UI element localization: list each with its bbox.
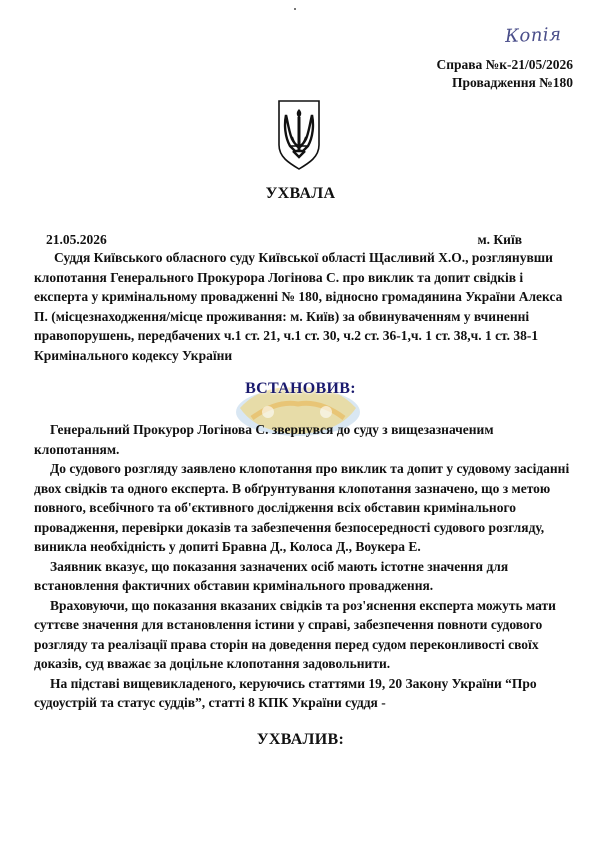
paragraph-reasoning: Враховуючи, що показання вказаних свідків та роз'яснення експерта можуть мати суттєве значення для встановлення істини у справі, забезпечення повноти судового розгляду та реалізації права сторін на доведення перед судом переконливості своїх доказів, суд вважає за доцільне клопотання задовольнити. (34, 597, 556, 671)
body-text (34, 420, 579, 713)
paragraph-legal-basis: На підставі вищевикладеного, керуючись статтями 19, 20 Закону України “Про судоустрій та статус суддів”, статті 8 КПК України суддя - (34, 675, 537, 710)
copy-stamp: Копія (504, 24, 562, 47)
paragraph-significance: Заявник вказує, що показання зазначених осіб мають істотне значення для встановлення фактичних обставин кримінального провадження. (34, 558, 509, 593)
section-established: ВСТАНОВИВ: (245, 380, 356, 397)
paragraph-request: До судового розгляду заявлено клопотання про виклик та допит у судовому засіданні двох свідків та одного експерта. В обґрунтування клопотання зазначено, що з метою повного, всебічного та об'єктивного дослідження всіх обставин кримінального провадження, перевірки доказів та забезпечення безпосередності судового розгляду, виникла необхідність у допиті Бравна Д., Колоса Д., Воукера Е. (34, 461, 570, 554)
document-city: м. Київ (477, 232, 522, 247)
date-line (46, 231, 522, 249)
scan-dot (294, 8, 296, 10)
case-info (436, 56, 573, 92)
case-number: Справа №к-21/05/2026 (436, 57, 573, 72)
proceeding-number: Провадження №180 (452, 75, 573, 90)
intro-text: Суддя Київського обласного суду Київської області Щасливий Х.О., розглянувши клопотання Генерального Прокурора Логінова С. про виклик та допит свідків і експерта у кримінальному провадженні № 180, відносно громадянина України Алекса П. (місцезнаходження/місце проживання: м. Київ) за обвинуваченням у вчиненні правопорушень, передбачених ч.1 ст. 21, ч.1 ст. 30, ч.2 ст. 36-1,ч. 1 ст. 38,ч. 1 ст. 38-1 Кримінального кодексу України (34, 250, 563, 363)
paragraph-petition: Генеральний Прокурор Логінова С. звернувся до суду з вищезазначеним клопотанням. (34, 422, 494, 457)
ukraine-trident-icon (275, 99, 323, 171)
document-title: УХВАЛА (265, 185, 336, 202)
intro-paragraph (34, 248, 574, 365)
document-date: 21.05.2026 (46, 232, 107, 247)
section-resolved: УХВАЛИВ: (256, 731, 345, 748)
